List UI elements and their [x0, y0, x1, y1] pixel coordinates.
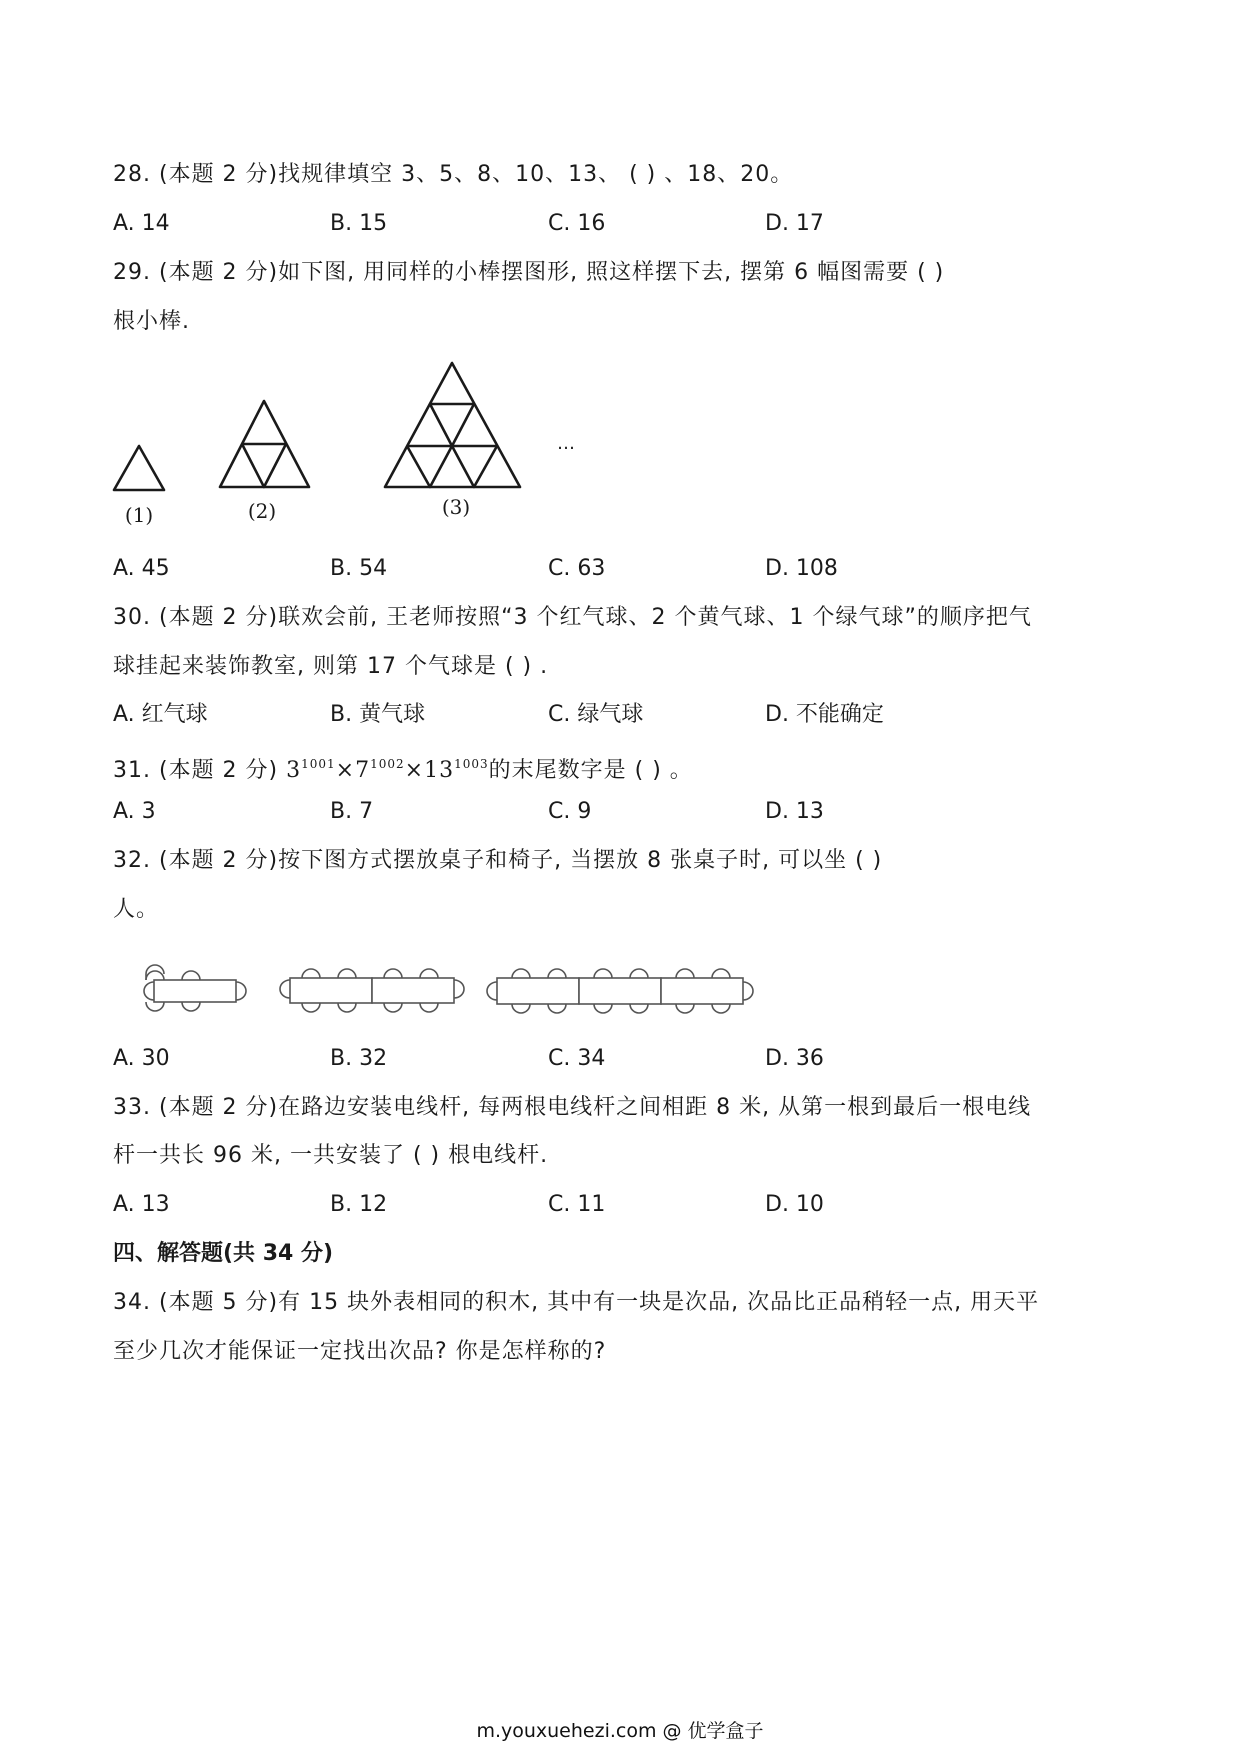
q30-text-line2: 球挂起来装饰教室, 则第 17 个气球是 ( ) .	[113, 654, 549, 679]
q28-option-d: D. 17	[765, 211, 824, 236]
q29-option-a: A. 45	[113, 556, 170, 581]
q28-option-a: A. 14	[113, 211, 170, 236]
section-heading: 四、解答题(共 34 分)	[113, 1241, 334, 1266]
q31-text	[113, 749, 693, 786]
q33-option-c: C. 11	[548, 1192, 606, 1217]
triangle-label-2: (2)	[247, 499, 277, 523]
table-chairs-figure	[130, 950, 770, 1030]
triangle-figure	[100, 350, 580, 530]
q30-option-d: D. 不能确定	[765, 702, 884, 727]
q34-text-line2: 至少几次才能保证一定找出次品? 你是怎样称的?	[113, 1339, 607, 1364]
q31-option-d: D. 13	[765, 799, 824, 824]
q33-text-line2: 杆一共长 96 米, 一共安装了 ( ) 根电线杆.	[113, 1143, 549, 1168]
q31-option-b: B. 7	[330, 799, 374, 824]
q32-option-b: B. 32	[330, 1046, 388, 1071]
triangle-shape-3	[385, 363, 520, 487]
q31-suffix: 的末尾数字是 ( ) 。	[488, 758, 693, 783]
q32-text-line2: 人。	[113, 897, 160, 922]
q33-option-a: A. 13	[113, 1192, 170, 1217]
triangle-label-1: (1)	[124, 503, 154, 527]
triangle-label-3: (3)	[441, 495, 471, 519]
q31-option-c: C. 9	[548, 799, 592, 824]
q32-option-d: D. 36	[765, 1046, 824, 1071]
q30-option-b: B. 黄气球	[330, 702, 426, 727]
q31-prefix: 31. (本题 2 分)	[113, 758, 287, 783]
ellipsis-label: …	[557, 433, 575, 454]
q29-option-d: D. 108	[765, 556, 838, 581]
q32-option-c: C. 34	[548, 1046, 606, 1071]
q30-option-c: C. 绿气球	[548, 702, 644, 727]
q29-option-c: C. 63	[548, 556, 606, 581]
footer-watermark: m.youxuehezi.com @ 优学盒子	[476, 1720, 764, 1742]
q29-text-line1: 29. (本题 2 分)如下图, 用同样的小棒摆图形, 照这样摆下去, 摆第 6 幅图需要 ( )	[113, 260, 945, 285]
q29-option-b: B. 54	[330, 556, 388, 581]
q32-option-a: A. 30	[113, 1046, 170, 1071]
q28-option-b: B. 15	[330, 211, 388, 236]
q28-text: 28. (本题 2 分)找规律填空 3、5、8、10、13、 ( ) 、18、20。	[113, 162, 794, 187]
q28-option-c: C. 16	[548, 211, 606, 236]
q34-text-line1: 34. (本题 5 分)有 15 块外表相同的积木, 其中有一块是次品, 次品比正品稍轻一点, 用天平	[113, 1290, 1040, 1315]
triangle-shape-1	[114, 446, 164, 490]
q30-text-line1: 30. (本题 2 分)联欢会前, 王老师按照“3 个红气球、2 个黄气球、1 个绿气球”的顺序把气	[113, 605, 1032, 630]
q31-option-a: A. 3	[113, 799, 156, 824]
q33-text-line1: 33. (本题 2 分)在路边安装电线杆, 每两根电线杆之间相距 8 米, 从第一根到最后一根电线	[113, 1095, 1032, 1120]
q32-text-line1: 32. (本题 2 分)按下图方式摆放桌子和椅子, 当摆放 8 张桌子时, 可以坐 ( )	[113, 848, 883, 873]
table-group-2	[280, 969, 464, 1012]
table-group-3	[487, 969, 753, 1013]
q30-option-a: A. 红气球	[113, 702, 208, 727]
q33-option-b: B. 12	[330, 1192, 388, 1217]
table-group-1	[144, 965, 246, 1011]
q31-expression: $3^{1001}\times 7^{1002}\times 13^{1003}$	[286, 757, 489, 783]
q29-text-line2: 根小棒.	[113, 309, 190, 334]
q33-option-d: D. 10	[765, 1192, 824, 1217]
triangle-shape-2	[220, 401, 309, 487]
